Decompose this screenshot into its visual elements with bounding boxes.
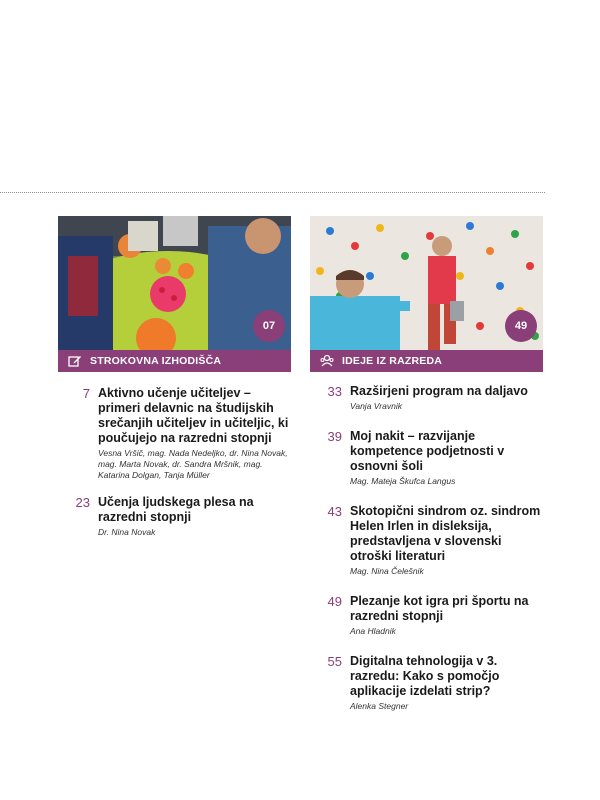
page-number: 7 <box>82 386 90 401</box>
article-authors: Mag. Mateja Škufca Langus <box>350 476 456 486</box>
toc-entry[interactable] <box>310 384 543 412</box>
article-authors: Ana Hladnik <box>350 626 396 636</box>
page-number: 43 <box>327 504 342 519</box>
page-number: 33 <box>327 384 342 399</box>
section-header <box>310 350 543 372</box>
article-authors: Vesna Vršič, mag. Nada Nedeljko, dr. Nina Novak, mag. Marta Novak, dr. Sandra Mršnik, mag. Katarina Dolgan, Tanja Müller <box>98 448 288 480</box>
page-badge: 07 <box>253 310 285 342</box>
page-badge: 49 <box>505 310 537 342</box>
toc-entry[interactable] <box>310 594 543 637</box>
article-authors: Dr. Nina Novak <box>98 527 156 537</box>
toc-entry[interactable] <box>310 429 543 487</box>
section-label: STROKOVNA IZHODIŠČA <box>90 355 222 367</box>
toc-entry[interactable] <box>310 504 543 577</box>
photo-climbing-wall <box>310 216 543 350</box>
article-authors: Mag. Nina Čelešnik <box>350 566 424 576</box>
section-strokovna-izhodisca <box>58 216 291 552</box>
people-icon <box>320 354 334 368</box>
article-title: Aktivno učenje učiteljev – primeri delavnic na študijskih srečanjih učiteljev in učiteljic, ki poučujejo na razredni stopnji <box>98 386 289 445</box>
article-title: Skotopični sindrom oz. sindrom Helen Irlen in disleksija, predstavljena v slovenski otroški literaturi <box>350 504 541 563</box>
section-header <box>58 350 291 372</box>
article-authors: Vanja Vravnik <box>350 401 402 411</box>
article-title: Moj nakit – razvijanje kompetence podjetnosti v osnovni šoli <box>350 429 505 473</box>
page-number: 49 <box>327 594 342 609</box>
photo-children-playing <box>58 216 291 350</box>
article-title: Razširjeni program na daljavo <box>350 384 528 398</box>
article-title: Plezanje kot igra pri športu na razredni stopnji <box>350 594 529 623</box>
section-ideje-iz-razreda <box>310 216 543 729</box>
dotted-divider <box>0 192 545 193</box>
edit-icon <box>68 354 82 368</box>
toc-entry[interactable] <box>310 654 543 712</box>
page-number: 55 <box>327 654 342 669</box>
article-authors: Alenka Stegner <box>350 701 409 711</box>
page-number: 39 <box>327 429 342 444</box>
toc-entry[interactable] <box>58 386 291 481</box>
article-title: Digitalna tehnologija v 3. razredu: Kako s pomočjo aplikacije izdelati strip? <box>350 654 500 698</box>
article-title: Učenja ljudskega plesa na razredni stopnji <box>98 495 254 524</box>
page-number: 23 <box>75 495 90 510</box>
section-label: IDEJE IZ RAZREDA <box>342 355 443 367</box>
toc-entry[interactable] <box>58 495 291 538</box>
